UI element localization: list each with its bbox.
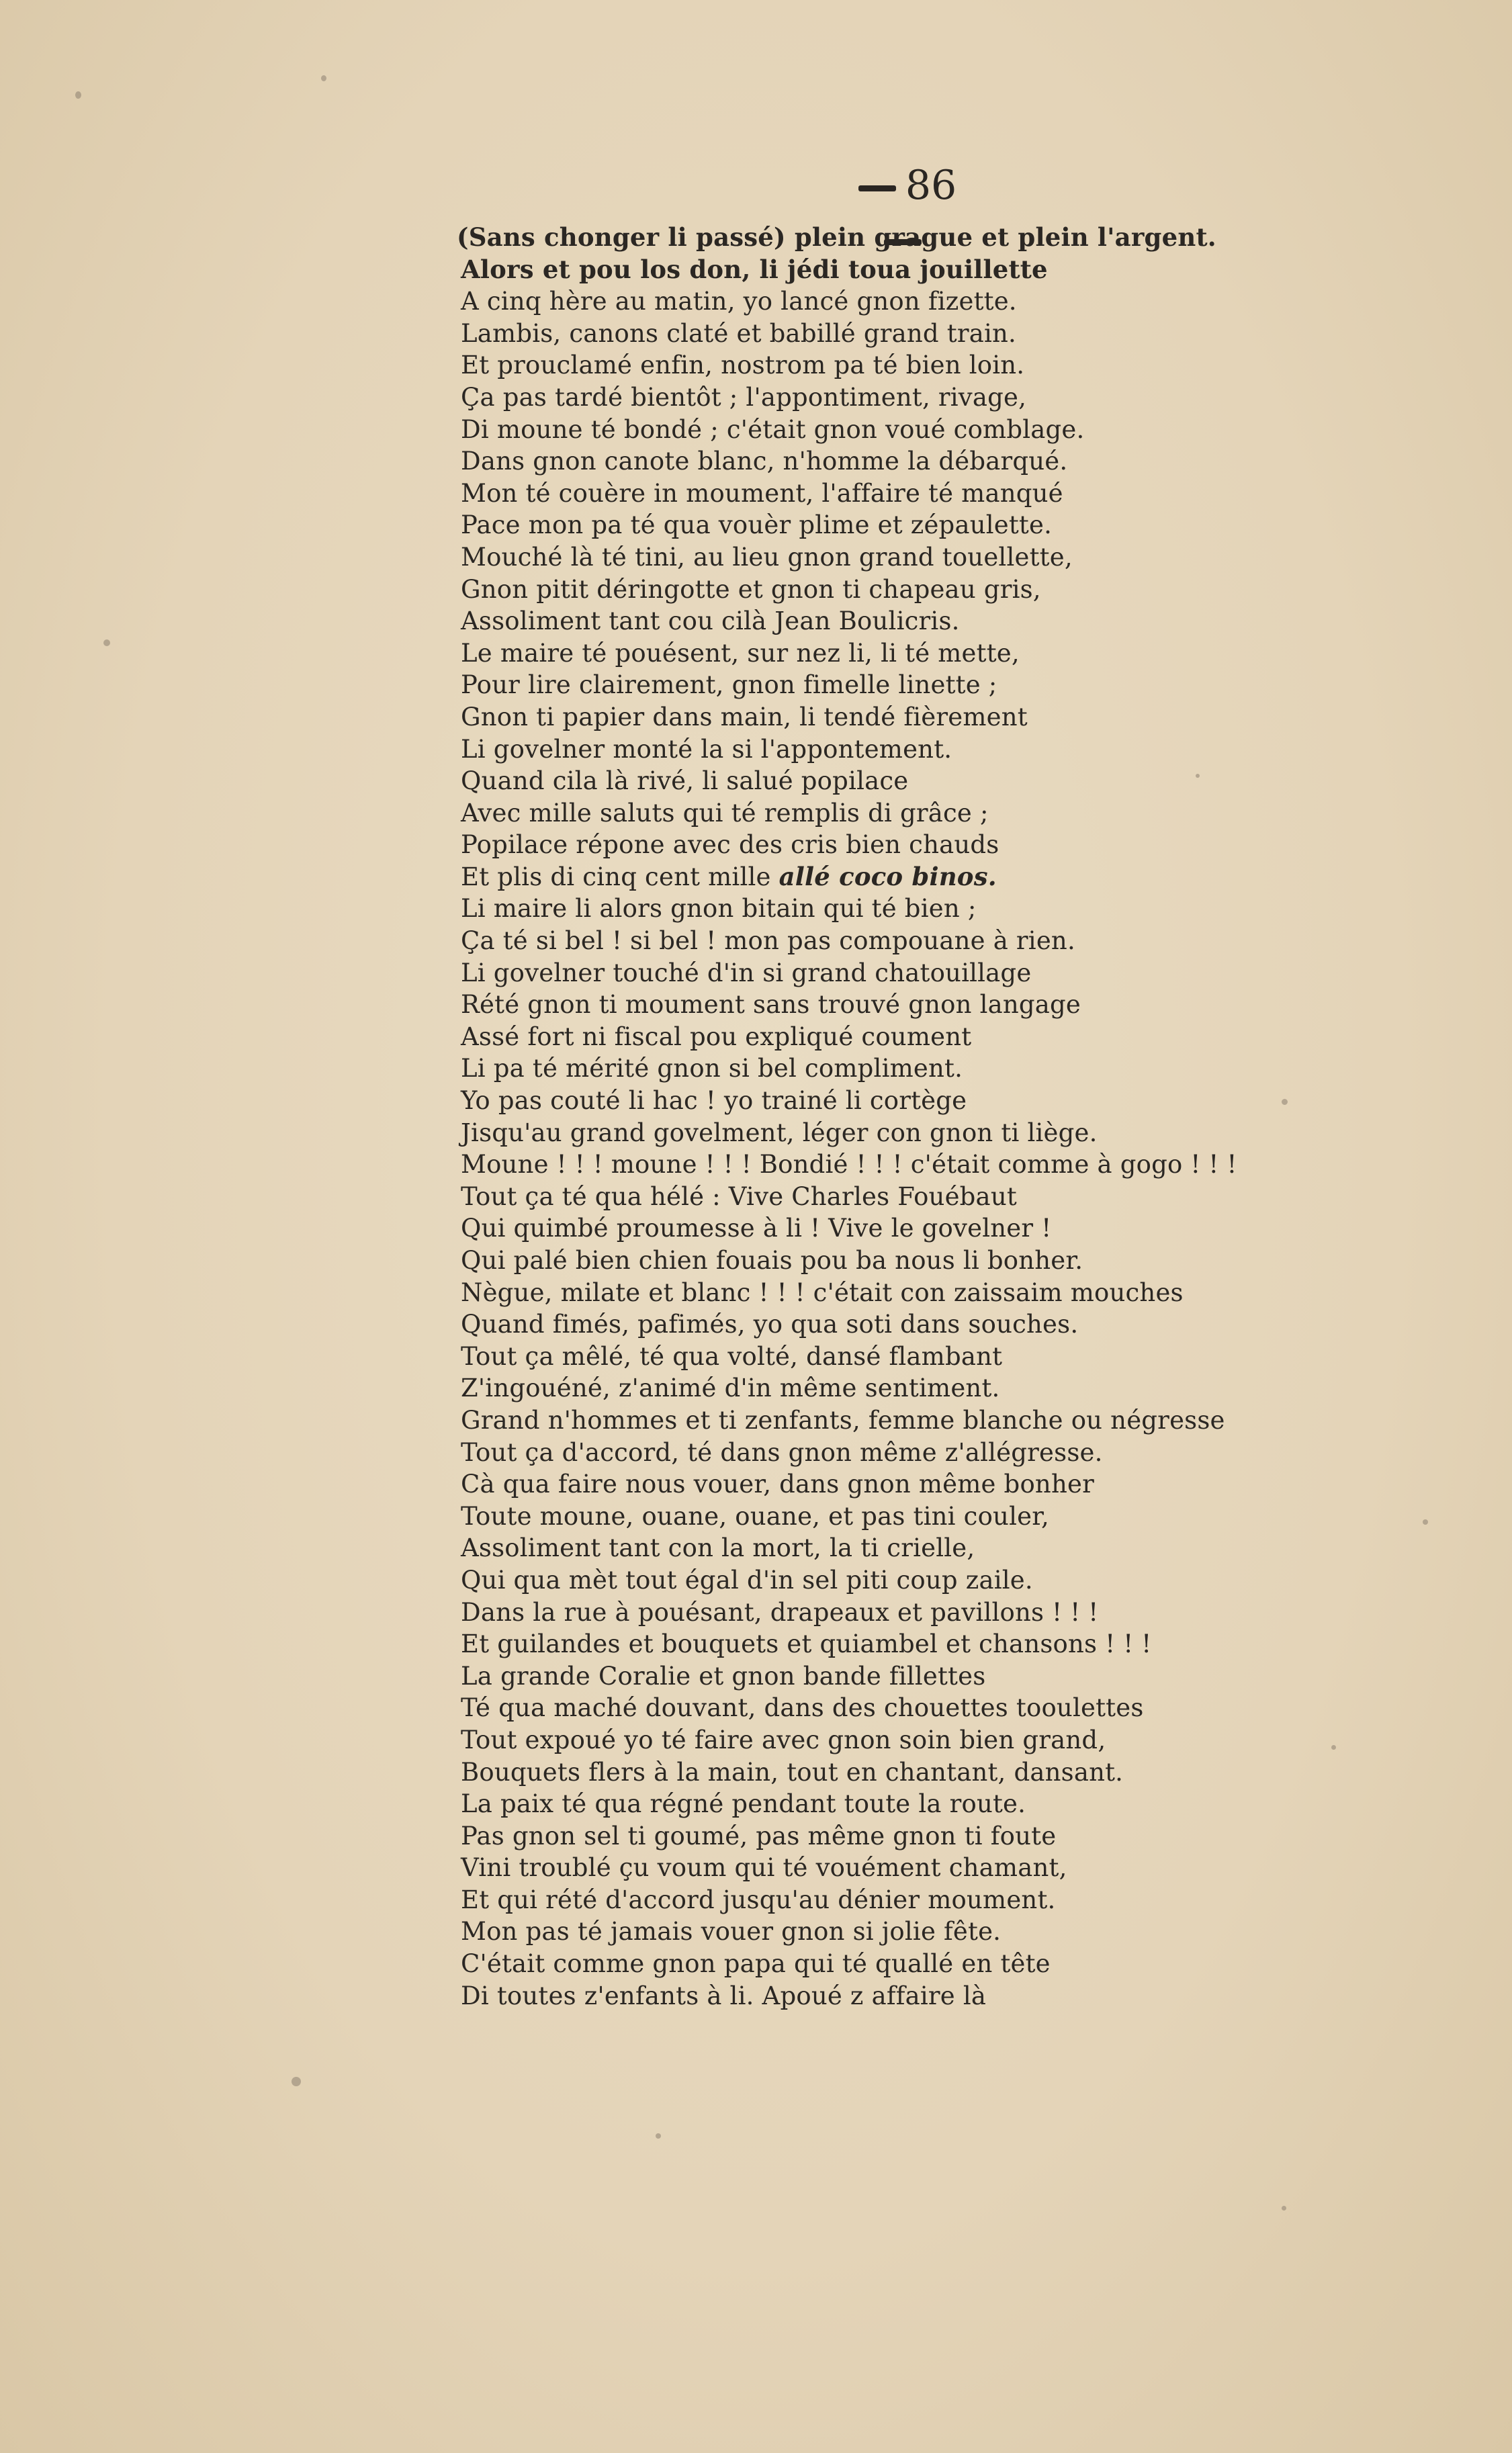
poem-line: Popilace répone avec des cris bien chauds: [461, 830, 999, 860]
poem-line: La grande Coralie et gnon bande fillettes: [461, 1661, 986, 1691]
poem-line: Toute moune, ouane, ouane, et pas tini couler,: [461, 1501, 1049, 1531]
poem-line: Vini troublé çu voum qui té vouément chamant,: [461, 1853, 1067, 1883]
poem-line: Mon té couère in moument, l'affaire té manqué: [461, 478, 1063, 508]
poem-line: Tout ça mêlé, té qua volté, dansé flambant: [461, 1341, 1003, 1371]
poem-line: Et qui rété d'accord jusqu'au dénier moument.: [461, 1885, 1056, 1914]
poem-line: Jisqu'au grand govelment, léger con gnon ti liège.: [461, 1118, 1098, 1147]
poem-line: Quand fimés, pafimés, yo qua soti dans souches.: [461, 1310, 1079, 1339]
poem-line: Et prouclamé enfin, nostrom pa té bien loin.: [461, 351, 1025, 380]
poem-line: Assoliment tant cou cilà Jean Boulicris.: [461, 607, 960, 636]
poem-line: Alors et pou los don, li jédi toua jouillette: [461, 254, 1048, 284]
poem-line: Et guilandes et bouquets et quiambel et chansons ! ! !: [461, 1630, 1152, 1659]
poem-line: Yo pas couté li hac ! yo trainé li cortège: [461, 1086, 967, 1116]
dash-left: [858, 185, 896, 191]
poem-line: Z'ingouéné, z'animé d'in même sentiment.: [461, 1374, 1000, 1403]
page-number-text: 86: [905, 162, 957, 209]
poem-line: Di toutes z'enfants à li. Apoué z affaire là: [461, 1981, 987, 2010]
poem-line: Rété gnon ti moument sans trouvé gnon langage: [461, 990, 1081, 1020]
poem-line: Li pa té mérité gnon si bel compliment.: [461, 1054, 963, 1083]
paper-speck: [1423, 1519, 1428, 1525]
poem-line: Gnon pitit déringotte et gnon ti chapeau gris,: [461, 574, 1041, 604]
poem-line: Dans gnon canote blanc, n'homme la débarqué.: [461, 447, 1068, 476]
italic-phrase: allé coco binos.: [779, 861, 997, 891]
poem-line: Tout expoué yo té faire avec gnon soin bien grand,: [461, 1725, 1106, 1754]
poem-line: Moune ! ! ! moune ! ! ! Bondié ! ! ! c'était comme à gogo ! ! !: [461, 1150, 1237, 1179]
poem-line: Bouquets flers à la main, tout en chantant, dansant.: [461, 1757, 1124, 1787]
poem-line-with-italic: [461, 861, 1240, 893]
poem-line: Assé fort ni fiscal pou expliqué coument: [461, 1022, 972, 1051]
paper-speck: [292, 2077, 301, 2086]
paper-speck: [1282, 1099, 1288, 1105]
paper-speck: [75, 91, 81, 99]
poem-line: Dans la rue à pouésant, drapeaux et pavillons ! ! !: [461, 1597, 1099, 1627]
poem-line: Assoliment tant con la mort, la ti crielle,: [461, 1533, 975, 1563]
poem-line: C'était comme gnon papa qui té quallé en tête: [461, 1949, 1051, 1979]
poem-line: Grand n'hommes et ti zenfants, femme blanche ou négresse: [461, 1405, 1225, 1435]
poem-line: (Sans chonger li passé) plein gragu​e et plein l'argent.: [457, 222, 1216, 252]
paper-speck: [1282, 2206, 1286, 2211]
poem-line: Tout ça d'accord, té dans gnon même z'allégresse.: [461, 1437, 1103, 1467]
poem-line: Tout ça té qua hélé : Vive Charles Fouébaut: [461, 1181, 1017, 1211]
poem-line: Li govelner monté la si l'appontement.: [461, 734, 952, 764]
poem-line: Li maire li alors gnon bitain qui té bien ;: [461, 894, 977, 924]
poem-line: Mon pas té jamais vouer gnon si jolie fête.: [461, 1917, 1002, 1947]
paper-speck: [656, 2133, 661, 2139]
paper-speck: [103, 639, 110, 646]
poem-line: Di moune té bondé ; c'était gnon voué comblage.: [461, 414, 1085, 444]
poem-line: Lambis, canons claté et babillé grand train.: [461, 318, 1017, 348]
poem-line: Ça pas tardé bientôt ; l'appontiment, rivage,: [461, 382, 1027, 412]
paper-speck: [1331, 1745, 1336, 1750]
poem-line: Qui palé bien chien fouais pou ba nous li bonher.: [461, 1246, 1083, 1275]
poem-text: [457, 222, 1240, 2012]
poem-line: Cà qua faire nous vouer, dans gnon même bonher: [461, 1470, 1094, 1499]
paper-speck: [321, 75, 326, 81]
poem-line: Mouché là té tini, au lieu gnon grand touellette,: [461, 542, 1073, 572]
poem-line: Qui quimbé proumesse à li ! Vive le govelner !: [461, 1214, 1052, 1243]
poem-line: Pas gnon sel ti goumé, pas même gnon ti foute: [461, 1821, 1057, 1850]
poem-line-start: Et plis di cinq cent mille: [461, 862, 779, 891]
poem-line: Ça té si bel ! si bel ! mon pas compouane à rien.: [461, 926, 1075, 956]
poem-line: Nègue, milate et blanc ! ! ! c'était con zaissaim mouches: [461, 1278, 1184, 1307]
poem-line: Pace mon pa té qua vouèr plime et zépaulette.: [461, 510, 1053, 540]
poem-line: Quand cila là rivé, li salué popilace: [461, 766, 909, 796]
poem-line: Pour lire clairement, gnon fimelle linette ;: [461, 670, 997, 700]
poem-line: Avec mille saluts qui té remplis di grâce ;: [461, 798, 989, 828]
poem-line: Le maire té pouésent, sur nez li, li té mette,: [461, 638, 1020, 668]
poem-line: Gnon ti papier dans main, li tendé fièrement: [461, 702, 1028, 731]
poem-line: Li govelner touché d'in si grand chatouillage: [461, 958, 1032, 987]
poem-line: Qui qua mèt tout égal d'in sel piti coup zaile.: [461, 1565, 1033, 1595]
poem-line: A cinq hère au matin, yo lancé gnon fizette.: [461, 287, 1017, 316]
poem-line: Té qua maché douvant, dans des chouettes tooulettes: [461, 1693, 1144, 1723]
poem-line: La paix té qua régné pendant toute la route.: [461, 1789, 1026, 1819]
page-number: [822, 159, 983, 212]
